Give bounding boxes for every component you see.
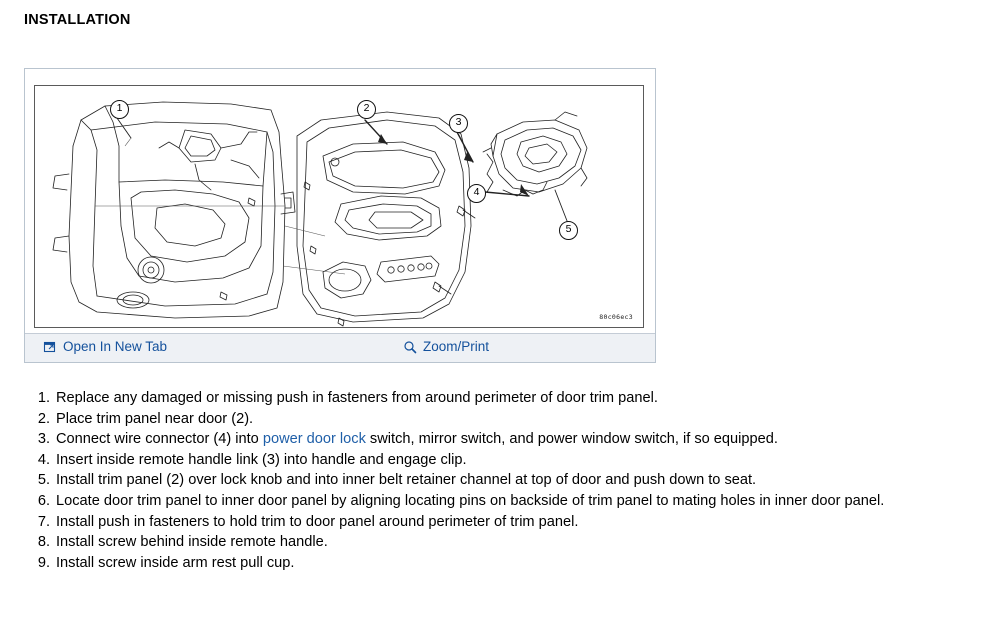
door-trim-panel-diagram xyxy=(35,86,643,327)
figure-callout: 3 xyxy=(449,114,468,133)
step-text: Install push in fasteners to hold trim to door panel around perimeter of trim panel. xyxy=(56,513,579,530)
list-item xyxy=(30,429,970,450)
step-number: 1. xyxy=(37,390,50,406)
figure-panel xyxy=(24,68,656,363)
open-in-new-tab-button[interactable] xyxy=(43,339,167,354)
figure-callout: 1 xyxy=(110,100,129,119)
step-text: Install screw behind inside remote handle. xyxy=(56,534,328,551)
step-text: Connect wire connector (4) into xyxy=(56,431,263,448)
figure-callout: 2 xyxy=(357,100,376,119)
step-text: Install trim panel (2) over lock knob and into inner belt retainer channel at top of door and push down to seat. xyxy=(56,472,757,489)
list-item xyxy=(30,470,970,491)
figure-callout: 5 xyxy=(559,221,578,240)
step-number: 8. xyxy=(37,534,50,551)
list-item xyxy=(30,532,970,553)
step-number: 9. xyxy=(37,554,50,571)
list-item xyxy=(30,409,970,430)
open-in-new-tab-label: Open In New Tab xyxy=(63,339,168,354)
step-text-tail: switch, mirror switch, and power window switch, if so equipped. xyxy=(365,431,778,448)
magnifier-icon xyxy=(403,340,417,354)
list-item xyxy=(30,512,970,533)
zoom-print-label: Zoom/Print xyxy=(423,339,490,354)
page-title: INSTALLATION xyxy=(24,12,131,28)
step-text: Place trim panel near door (2). xyxy=(56,410,254,427)
figure-image-id: 80c06ec3 xyxy=(599,313,633,321)
list-item xyxy=(30,388,970,409)
figure-callout: 4 xyxy=(467,184,486,203)
step-number: 6. xyxy=(37,492,50,509)
list-item xyxy=(30,491,970,512)
step-text: Locate door trim panel to inner door panel by aligning locating pins on backside of trim panel to mating holes in inner door panel. xyxy=(56,492,885,509)
step-number: 7. xyxy=(37,513,50,530)
step-number: 5. xyxy=(37,472,50,489)
installation-steps xyxy=(30,388,970,573)
step-number: 2. xyxy=(37,410,50,427)
step-number: 3. xyxy=(37,431,50,448)
power-door-lock-link[interactable]: power door lock xyxy=(262,431,366,448)
open-in-new-tab-icon xyxy=(43,340,57,354)
step-number: 4. xyxy=(37,451,50,468)
figure-image xyxy=(34,85,644,328)
list-item xyxy=(30,450,970,471)
zoom-print-button[interactable] xyxy=(403,339,489,354)
step-text: Install screw inside arm rest pull cup. xyxy=(56,554,295,571)
figure-toolbar xyxy=(25,333,655,362)
step-text: Insert inside remote handle link (3) into handle and engage clip. xyxy=(56,451,467,468)
step-text: Replace any damaged or missing push in fasteners from around perimeter of door trim panel. xyxy=(56,390,658,406)
list-item xyxy=(30,553,970,574)
